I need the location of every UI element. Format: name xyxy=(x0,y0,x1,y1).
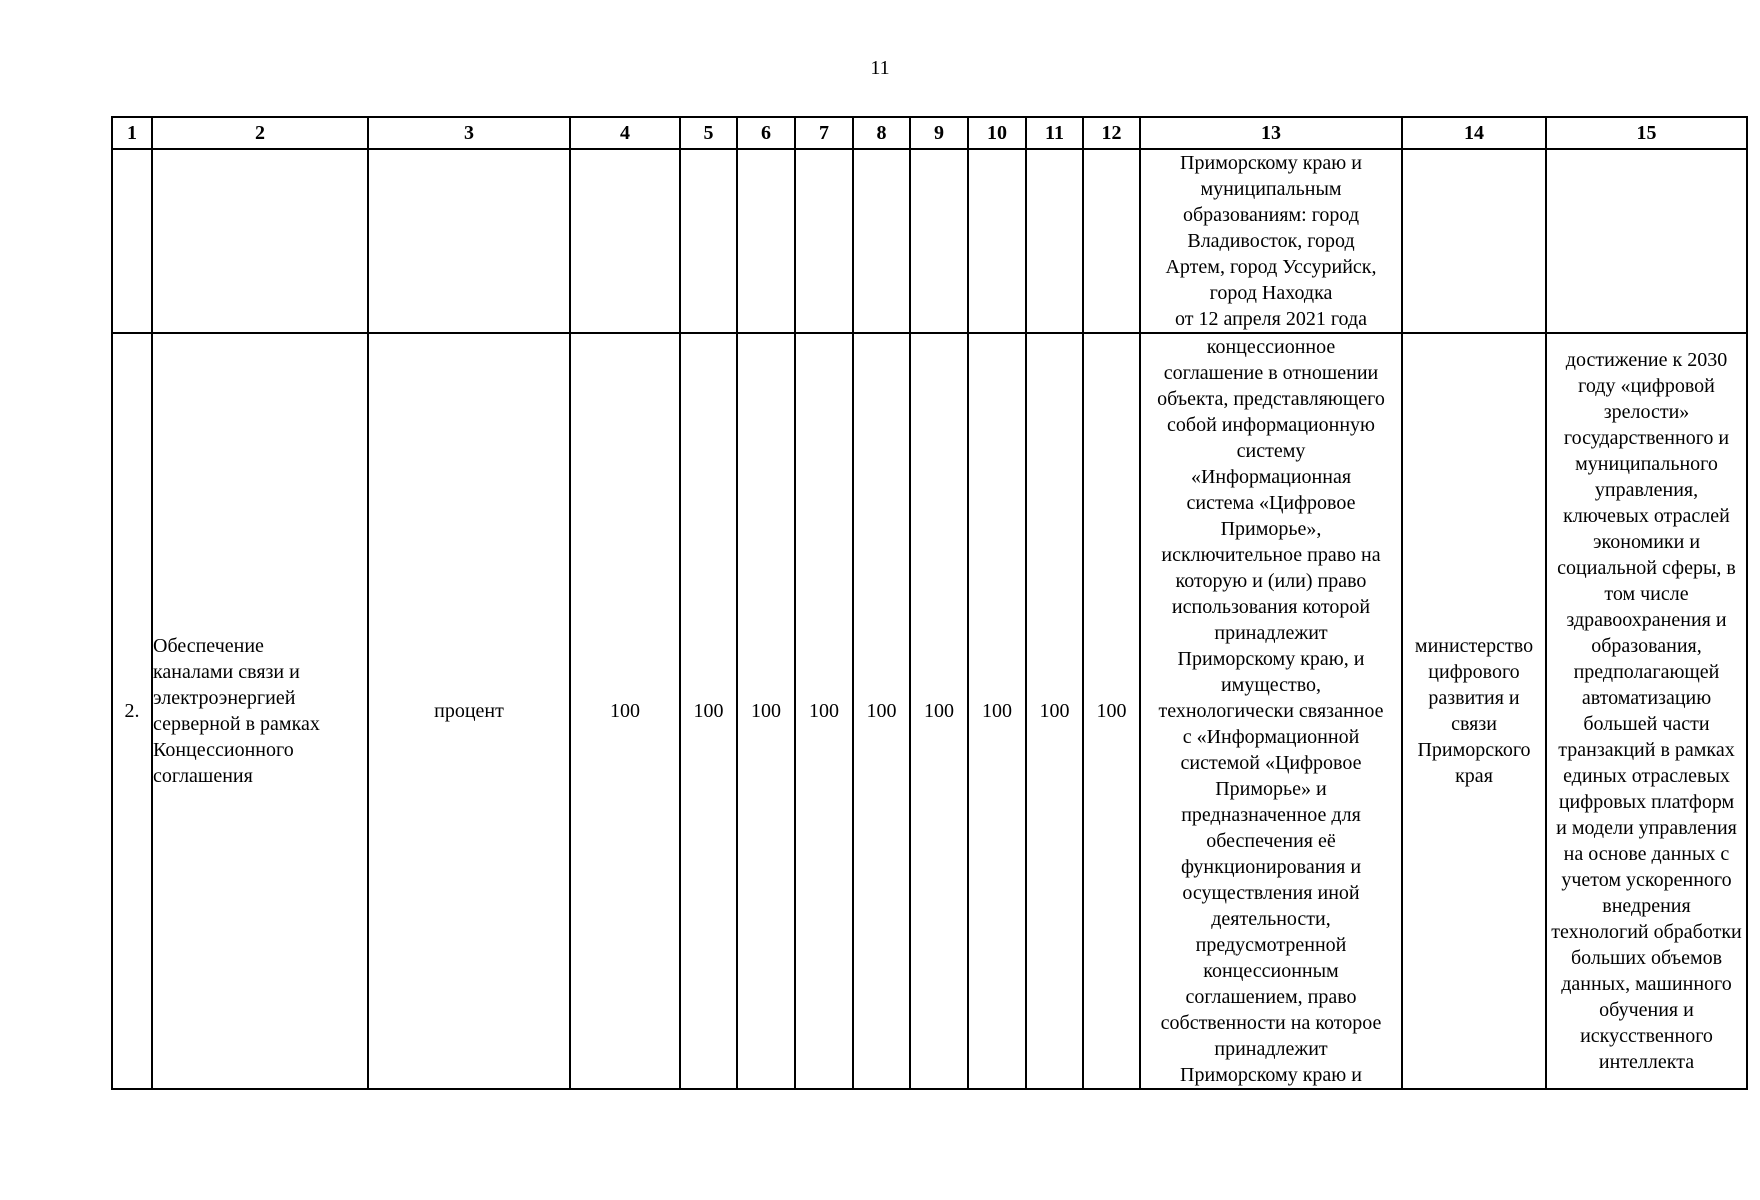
value-cell: 100 xyxy=(1026,333,1083,1089)
table-row xyxy=(112,149,1747,333)
header-cell: 3 xyxy=(368,117,570,149)
page-number: 11 xyxy=(870,57,890,79)
table-cell xyxy=(910,149,968,333)
table-cell xyxy=(1026,149,1083,333)
value-cell: 100 xyxy=(853,333,910,1089)
value-cell: 100 xyxy=(737,333,795,1089)
header-cell: 4 xyxy=(570,117,680,149)
table-cell xyxy=(1402,149,1546,333)
header-cell: 7 xyxy=(795,117,853,149)
value-cell: 100 xyxy=(1083,333,1140,1089)
table-cell xyxy=(795,149,853,333)
unit-cell: процент xyxy=(368,333,570,1089)
table-cell xyxy=(1083,149,1140,333)
header-cell: 10 xyxy=(968,117,1026,149)
table-cell xyxy=(112,149,152,333)
header-cell: 15 xyxy=(1546,117,1747,149)
header-cell: 8 xyxy=(853,117,910,149)
goal-cell: достижение к 2030 году «цифровой зрелости» государственного и муниципального управления, ключевых отраслей экономики и социальной сферы, в том числе здравоохранения и образования, предполагающей автоматизацию большей части транзакций в рамках единых отраслевых цифровых платформ и модели управления на основе данных с учетом ускоренного внедрения технологий обработки больших объемов данных, машинного обучения и искусственного интеллекта xyxy=(1546,333,1747,1089)
header-cell: 6 xyxy=(737,117,795,149)
header-cell: 11 xyxy=(1026,117,1083,149)
header-cell: 12 xyxy=(1083,117,1140,149)
header-cell: 2 xyxy=(152,117,368,149)
value-cell: 100 xyxy=(680,333,737,1089)
data-table xyxy=(111,116,1748,1090)
indicator-name-cell: Обеспечение каналами связи и электроэнергией серверной в рамках Концессионного соглашения xyxy=(152,333,368,1089)
value-cell: 100 xyxy=(570,333,680,1089)
header-row xyxy=(112,117,1747,149)
responsible-cell: министерство цифрового развития и связи Приморского края xyxy=(1402,333,1546,1089)
table-cell xyxy=(853,149,910,333)
table-cell xyxy=(368,149,570,333)
table-row xyxy=(112,333,1747,1089)
row-number-cell: 2. xyxy=(112,333,152,1089)
value-cell: 100 xyxy=(910,333,968,1089)
table-cell xyxy=(968,149,1026,333)
header-cell: 5 xyxy=(680,117,737,149)
basis-cell: концессионное соглашение в отношении объекта, представляющего собой информационную систему «Информационная система «Цифровое Приморье», исключительное право на которую и (или) право использования которой принадлежит Приморскому краю, и имущество, технологически связанное с «Информационной системой «Цифровое Приморье» и предназначенное для обеспечения её функционирования и осуществления иной деятельности, предусмотренной концессионным соглашением, право собственности на которое принадлежит Приморскому краю и xyxy=(1140,333,1402,1089)
basis-continuation-cell: Приморскому краю и муниципальным образованиям: город Владивосток, город Артем, город Уссурийск, город Находка от 12 апреля 2021 года xyxy=(1140,149,1402,333)
table-cell xyxy=(1546,149,1747,333)
table-cell xyxy=(152,149,368,333)
table-cell xyxy=(680,149,737,333)
header-cell: 13 xyxy=(1140,117,1402,149)
header-cell: 1 xyxy=(112,117,152,149)
table-cell xyxy=(737,149,795,333)
header-cell: 14 xyxy=(1402,117,1546,149)
table-cell xyxy=(570,149,680,333)
header-cell: 9 xyxy=(910,117,968,149)
value-cell: 100 xyxy=(968,333,1026,1089)
value-cell: 100 xyxy=(795,333,853,1089)
